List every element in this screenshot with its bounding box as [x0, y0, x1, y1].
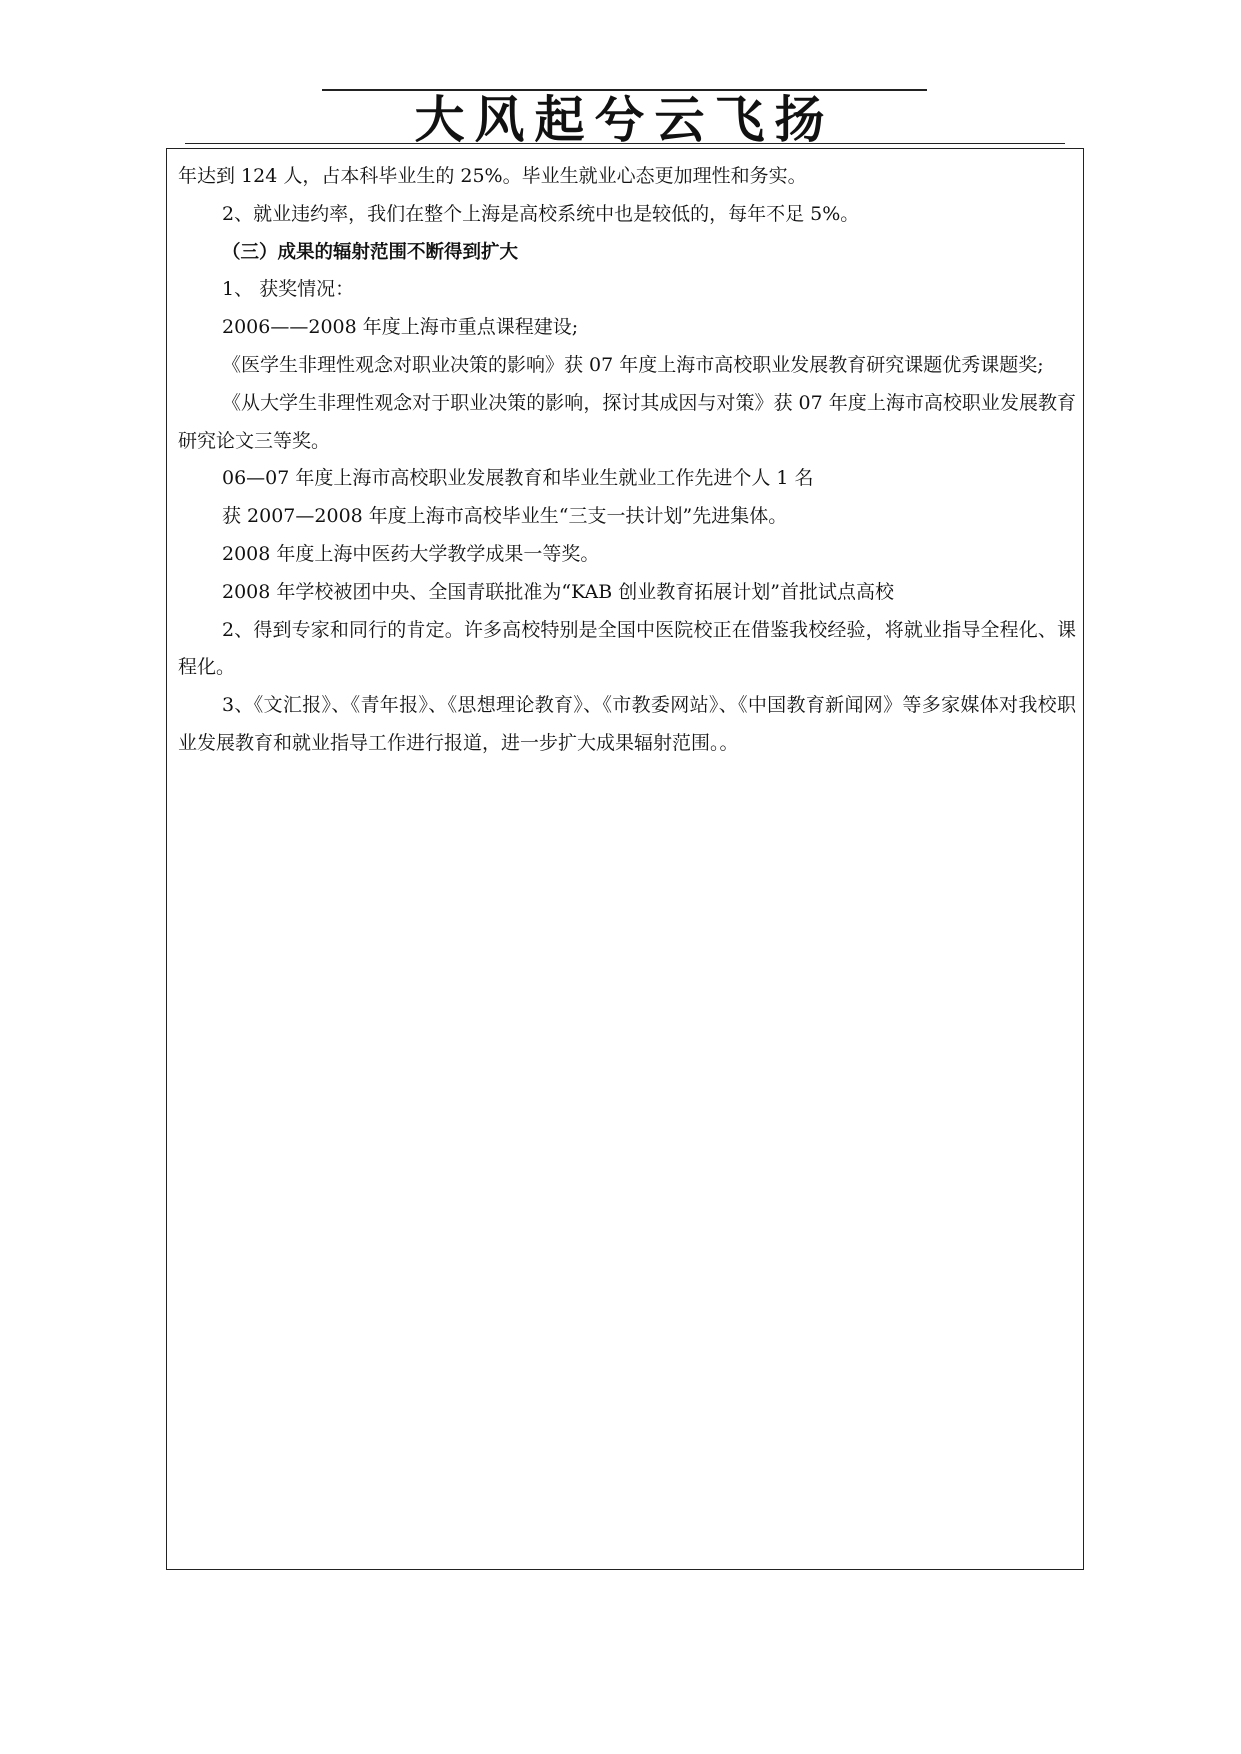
paragraph-award-individual: 06—07 年度上海市高校职业发展教育和毕业生就业工作先进个人 1 名 — [222, 467, 814, 490]
paragraph-awards-heading: 1、 获奖情况： — [222, 278, 355, 301]
paragraph-award-teaching: 2008 年度上海中医药大学教学成果一等奖。 — [222, 542, 600, 565]
document-body — [178, 158, 1076, 763]
section-heading-impact: （三）成果的辐射范围不断得到扩大 — [222, 241, 519, 263]
paragraph-award-collective: 获 2007—2008 年度上海市高校毕业生“三支一扶计划”先进集体。 — [222, 505, 788, 528]
paragraph-award-kab: 2008 年学校被团中央、全国青联批准为“KAB 创业教育拓展计划”首批试点高校 — [222, 580, 894, 603]
paragraph-award-research-topic: 《医学生非理性观念对职业决策的影响》获 07 年度上海市高校职业发展教育研究课题优秀课题奖; — [222, 353, 1044, 376]
header-calligraphy-title: 大风起兮云飞扬 — [414, 90, 835, 149]
paragraph-graduate-count: 年达到 124 人，占本科毕业生的 25%。毕业生就业心态更加理性和务实。 — [178, 165, 807, 187]
paragraph-media-coverage: 3、《文汇报》、《青年报》、《思想理论教育》、《市教委网站》、《中国教育新闻网》等多家媒体对我校职业发展教育和就业指导工作进行报道，进一步扩大成果辐射范围。。 — [178, 694, 1076, 754]
paragraph-award-research-paper: 《从大学生非理性观念对于职业决策的影响，探讨其成因与对策》获 07 年度上海市高校职业发展教育研究论文三等奖。 — [178, 391, 1076, 452]
header-bottom-rule — [185, 143, 1065, 144]
paragraph-award-course: 2006——2008 年度上海市重点课程建设; — [222, 316, 579, 339]
paragraph-peer-recognition: 2、得到专家和同行的肯定。许多高校特别是全国中医院校正在借鉴我校经验，将就业指导全程化、课程化。 — [178, 618, 1076, 679]
paragraph-default-rate: 2、就业违约率，我们在整个上海是高校系统中也是较低的，每年不足 5%。 — [222, 202, 860, 225]
